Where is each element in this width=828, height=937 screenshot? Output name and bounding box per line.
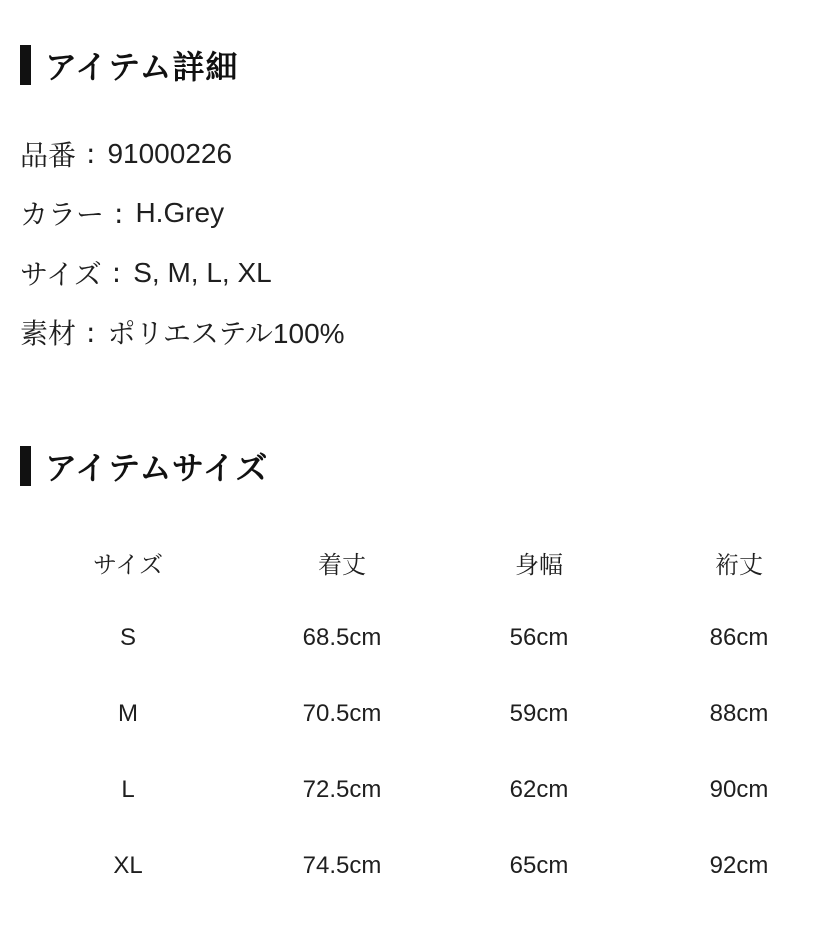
detail-label: 品番 — [20, 138, 77, 172]
table-cell: 92cm — [709, 852, 769, 879]
table-cell: S — [119, 624, 136, 651]
item-details-title: アイテム詳細 — [45, 48, 239, 86]
table-cell: L — [121, 776, 135, 803]
header-size: サイズ — [92, 550, 164, 579]
table-cell: 70.5cm — [302, 700, 382, 727]
detail-row-product-number — [20, 124, 345, 184]
table-cell: M — [118, 700, 138, 727]
header-sleeve: 裄丈 — [715, 550, 763, 579]
detail-value: ポリエステル100% — [107, 318, 345, 350]
table-cell: 68.5cm — [302, 624, 382, 651]
detail-separator: : — [114, 196, 124, 230]
item-size-title: アイテムサイズ — [45, 449, 269, 487]
size-table — [0, 524, 828, 904]
detail-row-color — [20, 184, 345, 244]
detail-value: S, M, L, XL — [133, 256, 272, 288]
table-cell: 90cm — [709, 776, 769, 803]
table-cell: 88cm — [709, 700, 769, 727]
detail-label: 素材 — [20, 317, 77, 351]
table-cell: 72.5cm — [302, 776, 382, 803]
table-cell: 56cm — [509, 624, 569, 651]
heading-accent-bar — [20, 45, 31, 85]
table-row — [0, 676, 828, 752]
detail-value: H.Grey — [135, 197, 225, 229]
table-row — [0, 600, 828, 676]
table-cell: 62cm — [509, 776, 569, 803]
detail-separator: : — [111, 256, 122, 290]
table-row — [0, 752, 828, 828]
header-length: 着丈 — [318, 550, 366, 579]
table-cell: 86cm — [709, 624, 769, 651]
detail-value: 91000226 — [107, 137, 233, 169]
table-cell: 74.5cm — [302, 852, 382, 879]
detail-label: サイズ — [20, 257, 102, 291]
table-cell: 65cm — [509, 852, 569, 879]
detail-row-material — [20, 303, 345, 363]
item-size-heading — [20, 446, 268, 486]
detail-separator: : — [86, 315, 96, 349]
item-details-list — [20, 124, 345, 362]
detail-label: カラー — [20, 198, 105, 232]
detail-row-sizes — [20, 243, 345, 303]
table-cell: XL — [113, 852, 143, 879]
table-cell: 59cm — [509, 700, 569, 727]
header-width: 身幅 — [515, 550, 563, 579]
heading-accent-bar — [20, 446, 31, 486]
size-table-header-row — [0, 524, 828, 600]
detail-separator: : — [86, 137, 96, 171]
table-row — [0, 828, 828, 904]
item-details-heading — [20, 45, 239, 85]
